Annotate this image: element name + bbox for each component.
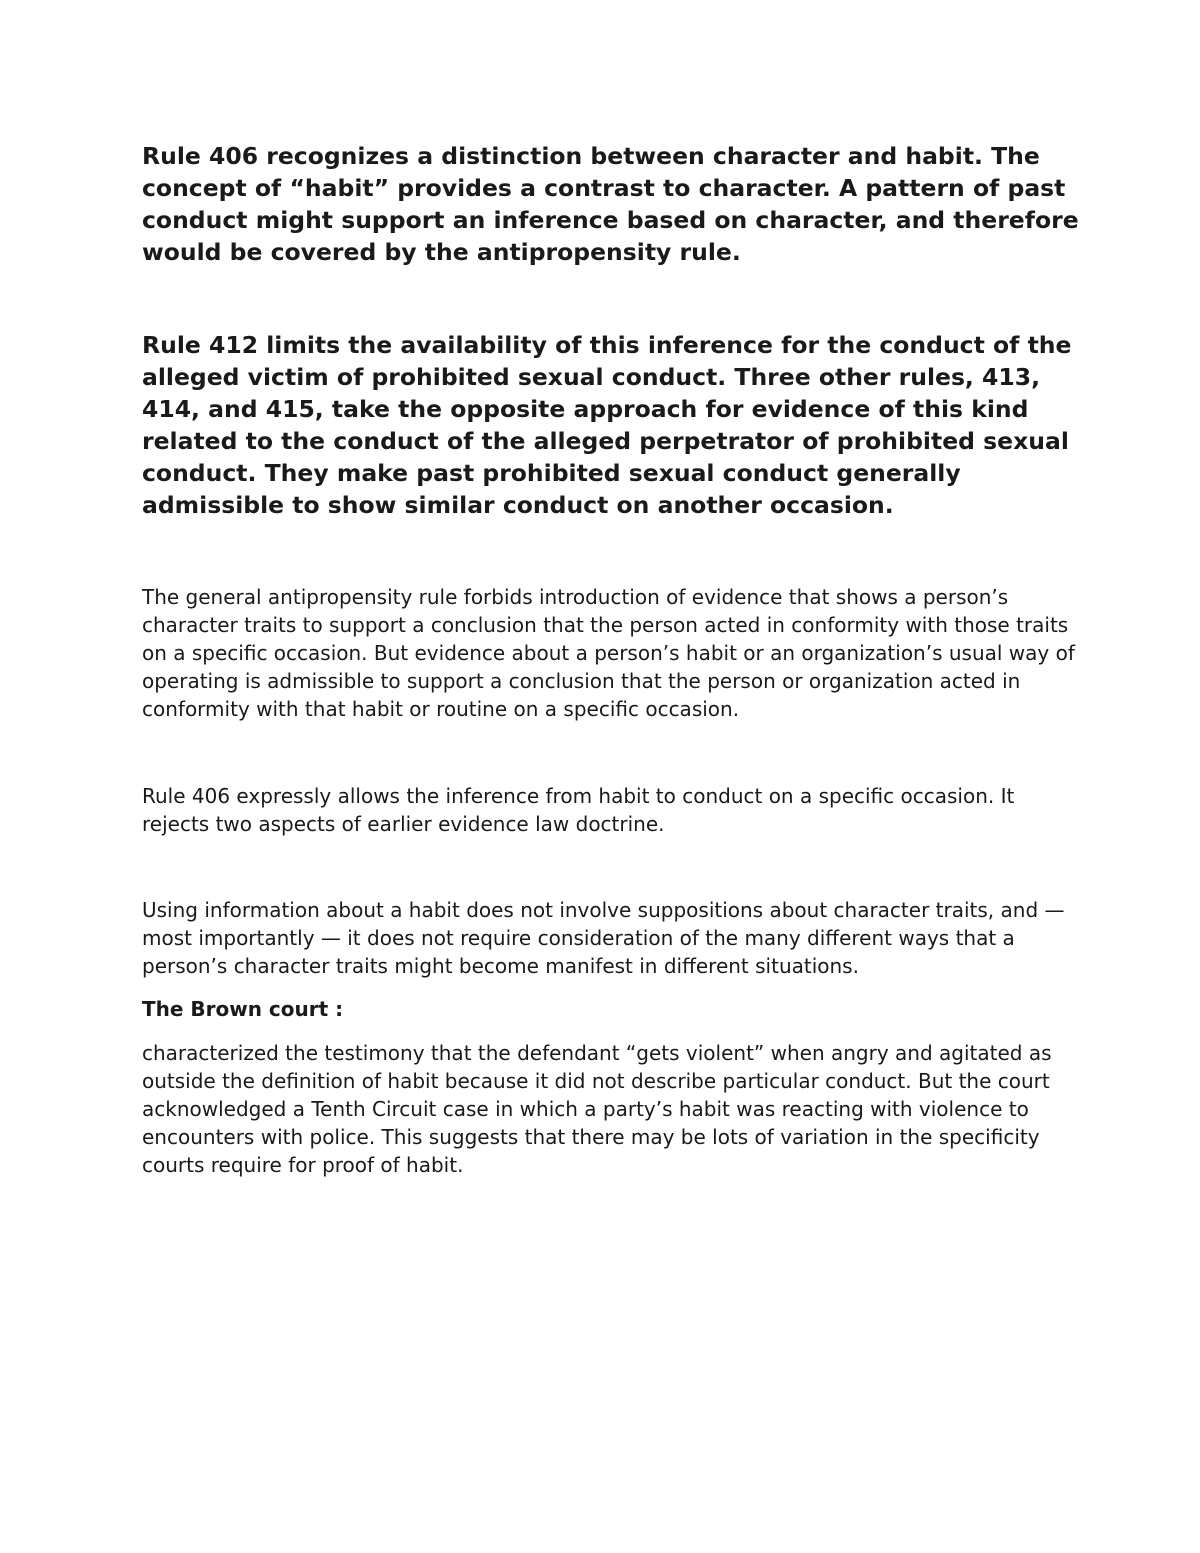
paragraph-rule-412: Rule 412 limits the availability of this inference for the conduct of the alleged victim of prohibited sexual conduct. Three other rules, 413, 414, and 415, take the opposite approach for evidence of this kind related to the conduct of the alleged perpetrator of prohibited sexual conduct. They make past prohibited sexual conduct generally admissible to show similar conduct on another occasion. [142, 331, 1072, 519]
paragraph-rule-406-inference: Rule 406 expressly allows the inference from habit to conduct on a specific occasion. It rejects two aspects of earlier evidence law doctrine. [142, 784, 1015, 836]
paragraph-antipropensity-rule: The general antipropensity rule forbids introduction of evidence that shows a person’s character traits to support a conclusion that the person acted in conformity with those traits on a specific occasion. But evidence about a person’s habit or an organization’s usual way of operating is admissible to support a conclusion that the person or organization acted in conformity with that habit or routine on a specific occasion. [142, 585, 1075, 721]
paragraph-brown-court-detail: characterized the testimony that the defendant “gets violent” when angry and agitated as outside the definition of habit because it did not describe particular conduct. But the court acknowledged a Tenth Circuit case in which a party’s habit was reacting with violence to encounters with police. This suggests that there may be lots of variation in the specificity courts require for proof of habit. [142, 1041, 1052, 1177]
heading-brown-court: The Brown court : [142, 997, 344, 1021]
paragraph-rule-406-distinction: Rule 406 recognizes a distinction between character and habit. The concept of “habit” provides a contrast to character. A pattern of past conduct might support an inference based on character, and therefore would be covered by the antipropensity rule. [142, 142, 1079, 266]
paragraph-habit-information: Using information about a habit does not involve suppositions about character traits, and — most importantly — it does not require consideration of the many different ways that a person’s character traits might become manifest in different situations. [142, 898, 1065, 978]
